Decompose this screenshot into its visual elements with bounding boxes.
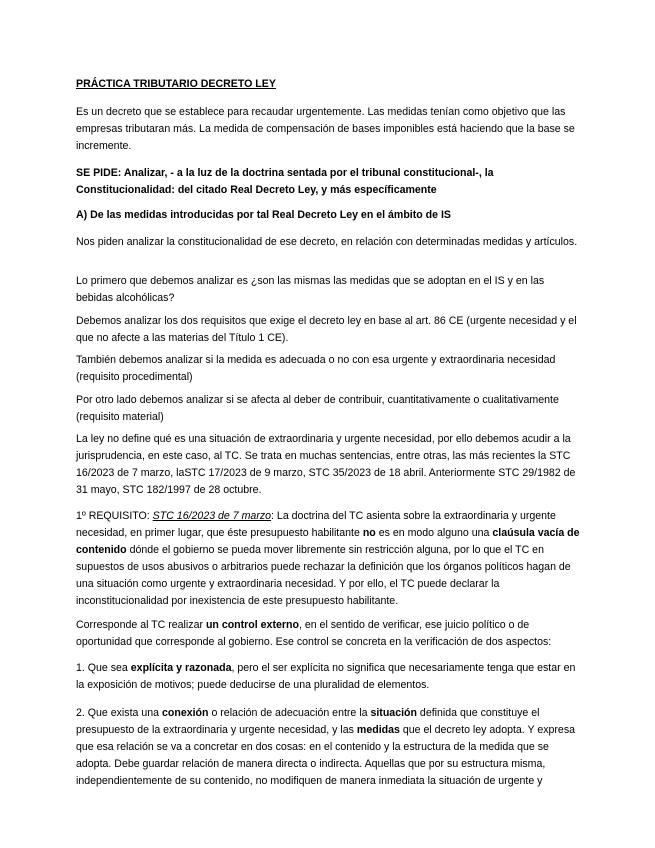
text: definida que constituye el presupuesto de la extraordinaria y urgente necesidad, y las (76, 707, 540, 736)
paragraph-jurisprudence: La ley no define qué es una situación de extraordinaria y urgente necesidad, por ello debemos acudir a la jurisprudencia, en este caso, al TC. Se trata en muchas sentencias, entre otras, las más recientes la STC 16/2023 de 7 marzo, laSTC 17/2023 de 9 marzo, STC 35/2023 de 18 abril. Anteriormente STC 29/1982 de 31 mayo, STC 182/1997 de 28 octubre. (76, 433, 576, 496)
paragraph-external-control (76, 617, 581, 651)
text: 1º REQUISITO: (76, 510, 153, 522)
emphasis: medidas (356, 724, 400, 736)
text: Corresponde al TC realizar (76, 619, 206, 631)
paragraph-procedural: También debemos analizar si la medida es adecuada o no con esa urgente y extraordinaria necesidad (requisito procedimental) (76, 354, 556, 383)
text: es en modo alguno una (375, 527, 493, 539)
text: dónde el gobierno se pueda mover libremente sin restricción alguna, por lo que el TC en supuestos de usos abusivos o arbitrarios puede rechazar la definición que los órganos políticos hagan de una situación como urgente y extraordinaria necesidad. Y por ello, el TC puede declarar la inconstitucionalidad por inexistencia de este presupuesto habilitante. (76, 544, 571, 607)
paragraph-question: Lo primero que debemos analizar es ¿son las mismas las medidas que se adoptan en el IS y en las bebidas alcohólicas? (76, 275, 545, 304)
emphasis: un control externo (205, 619, 299, 631)
text: : La doctrina del TC asienta sobre la extraordinaria y urgente necesidad, en primer lugar, que éste presupuesto habilitante (76, 510, 556, 539)
paragraph-material: Por otro lado debemos analizar si se afecta al deber de contribuir, cuantitativamente o cualitativamente (requisito material) (76, 394, 559, 423)
paragraph-analysis: Nos piden analizar la constitucionalidad de ese decreto, en relación con determinadas medidas y artículos. (76, 236, 578, 248)
emphasis: explícita y razonada (130, 662, 232, 674)
emphasis: claúsula vacía de contenido (76, 527, 580, 556)
emphasis: conexión (161, 707, 209, 719)
heading-section-a: A) De las medidas introducidas por tal Real Decreto Ley en el ámbito de IS (76, 209, 452, 221)
emphasis: no (362, 527, 376, 539)
paragraph-requirements: Debemos analizar los dos requisitos que exige el decreto ley en base al art. 86 CE (urgente necesidad y el que no afecte a las materias del Título 1 CE). (76, 315, 577, 344)
text: , pero el ser explícita no significa que necesariamente tenga que estar en la exposición de motivos; puede deducirse de una pluralidad de elementos. (76, 662, 576, 691)
stc-reference: STC 16/2023 de 7 marzo (152, 510, 272, 522)
text: 1. Que sea (76, 662, 131, 674)
text: , en el sentido de verificar, ese juicio político o de oportunidad que corresponde al gobierno. Ese control se concreta en la verificación de dos aspectos: (76, 619, 552, 648)
document-title: PRÁCTICA TRIBUTARIO DECRETO LEY (76, 78, 276, 90)
paragraph-point-1 (76, 660, 581, 694)
emphasis: situación (370, 707, 417, 719)
paragraph-point-2 (76, 705, 581, 790)
text: o relación de adecuación entre la (208, 707, 371, 719)
text: 2. Que exista una (76, 707, 162, 719)
paragraph-first-requirement (76, 508, 581, 610)
paragraph-se-pide: SE PIDE: Analizar, - a la luz de la doctrina sentada por el tribunal constitucional-, la Constitucionalidad: del citado Real Decreto Ley, y más específicamente (76, 167, 494, 196)
paragraph-intro: Es un decreto que se establece para recaudar urgentemente. Las medidas tenían como objetivo que las empresas tributaran más. La medida de compensación de bases imponibles está haciendo que la base se incremente. (76, 106, 575, 152)
text: que el decreto ley adopta. Y expresa que esa relación se va a concretar en dos cosas: en el contenido y la estructura de la medida que se adopta. Debe guardar relación de manera directa o indirecta. Aquellas que por su estructura misma, independientemente de su contenido, no modifiquen de manera inmediata la situación de urgente y (76, 724, 576, 787)
